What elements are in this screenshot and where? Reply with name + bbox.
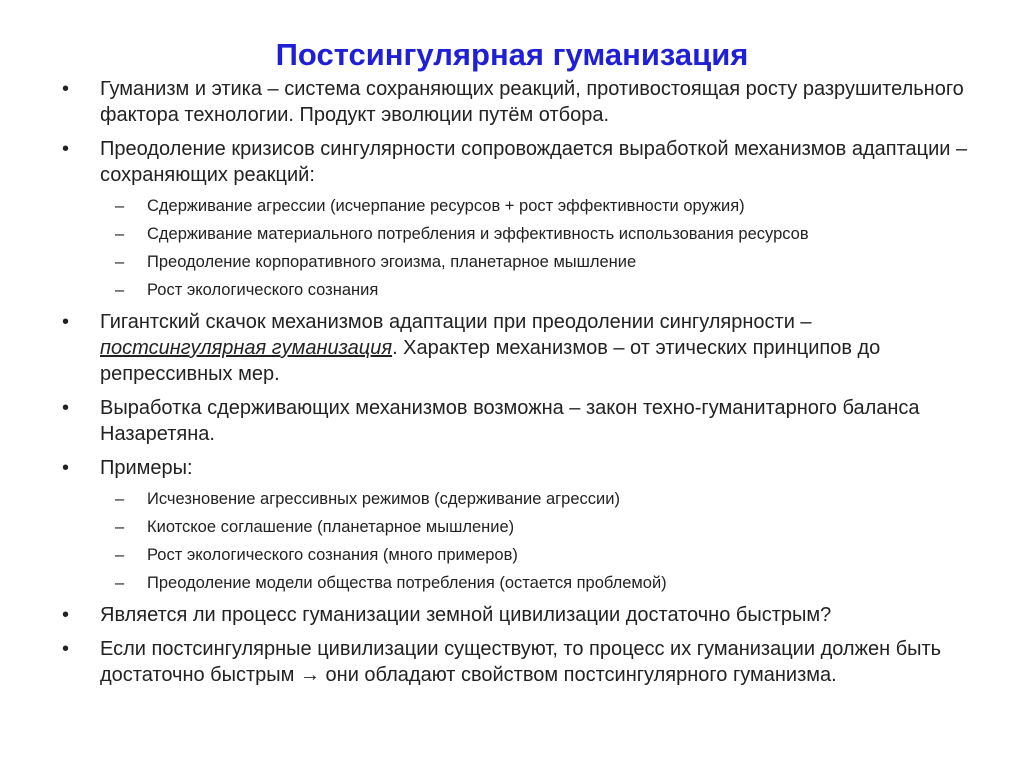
sub-item [115, 545, 982, 566]
bullet-marker: • [62, 311, 70, 333]
bullet-item [62, 602, 982, 628]
bullet-marker: • [62, 604, 70, 626]
sub-item-text: Преодоление корпоративного эгоизма, планетарное мышление [147, 253, 637, 271]
bullet-item [62, 455, 982, 481]
dash-marker: – [115, 225, 125, 243]
bullet-text: Является ли процесс гуманизации земной цивилизации достаточно быстрым? [100, 604, 832, 626]
bullet-text: Если постсингулярные цивилизации существуют, то процесс их гуманизации должен быть достаточно быстрым → они обладают свойством постсингулярного гуманизма. [100, 638, 942, 686]
slide-title: Постсингулярная гуманизация [275, 36, 749, 72]
bullet-marker: • [62, 638, 70, 660]
bullet-text: Выработка сдерживающих механизмов возможна – закон техно-гуманитарного баланса Назаретяна. [100, 397, 920, 445]
slide-content [62, 76, 982, 696]
bullet-text: Преодоление кризисов сингулярности сопровождается выработкой механизмов адаптации – сохраняющих реакций: [100, 138, 968, 186]
sub-list [62, 489, 982, 594]
bullet-item [62, 636, 982, 688]
dash-marker: – [115, 518, 125, 536]
dash-marker: – [115, 574, 125, 592]
bullet-text: Примеры: [100, 457, 193, 479]
dash-marker: – [115, 281, 125, 299]
bullet-text: Гуманизм и этика – система сохраняющих реакций, противостоящая росту разрушительного фактора технологии. Продукт эволюции путём отбора. [100, 78, 964, 126]
sub-item [115, 224, 982, 245]
dash-marker: – [115, 490, 125, 508]
dash-marker: – [115, 197, 125, 215]
bullet-marker: • [62, 138, 70, 160]
sub-item [115, 196, 982, 217]
sub-item [115, 280, 982, 301]
sub-item [115, 489, 982, 510]
sub-item-text: Сдерживание агрессии (исчерпание ресурсов + рост эффективности оружия) [147, 197, 745, 215]
sub-item-text: Исчезновение агрессивных режимов (сдерживание агрессии) [147, 490, 620, 508]
emphasized-term: постсингулярная гуманизация [100, 337, 393, 359]
sub-item-text: Рост экологического сознания (много примеров) [147, 546, 518, 564]
sub-item [115, 573, 982, 594]
bullet-marker: • [62, 397, 70, 419]
bullet-text-before: Гигантский скачок механизмов адаптации при преодолении сингулярности – [100, 311, 812, 333]
bullet-item [62, 136, 982, 188]
dash-marker: – [115, 546, 125, 564]
sub-item-text: Рост экологического сознания [147, 281, 379, 299]
sub-item-text: Сдерживание материального потребления и эффективность использования ресурсов [147, 225, 809, 243]
bullet-item [62, 395, 982, 447]
sub-list [62, 196, 982, 301]
bullet-text-after: . Характер механизмов – от этических принципов до репрессивных мер. [100, 337, 881, 385]
bullet-item [62, 309, 982, 387]
sub-item [115, 517, 982, 538]
sub-item [115, 252, 982, 273]
bullet-marker: • [62, 457, 70, 479]
dash-marker: – [115, 253, 125, 271]
sub-item-text: Киотское соглашение (планетарное мышление) [147, 518, 515, 536]
bullet-item [62, 76, 982, 128]
bullet-marker: • [62, 78, 70, 100]
sub-item-text: Преодоление модели общества потребления (остается проблемой) [147, 574, 667, 592]
